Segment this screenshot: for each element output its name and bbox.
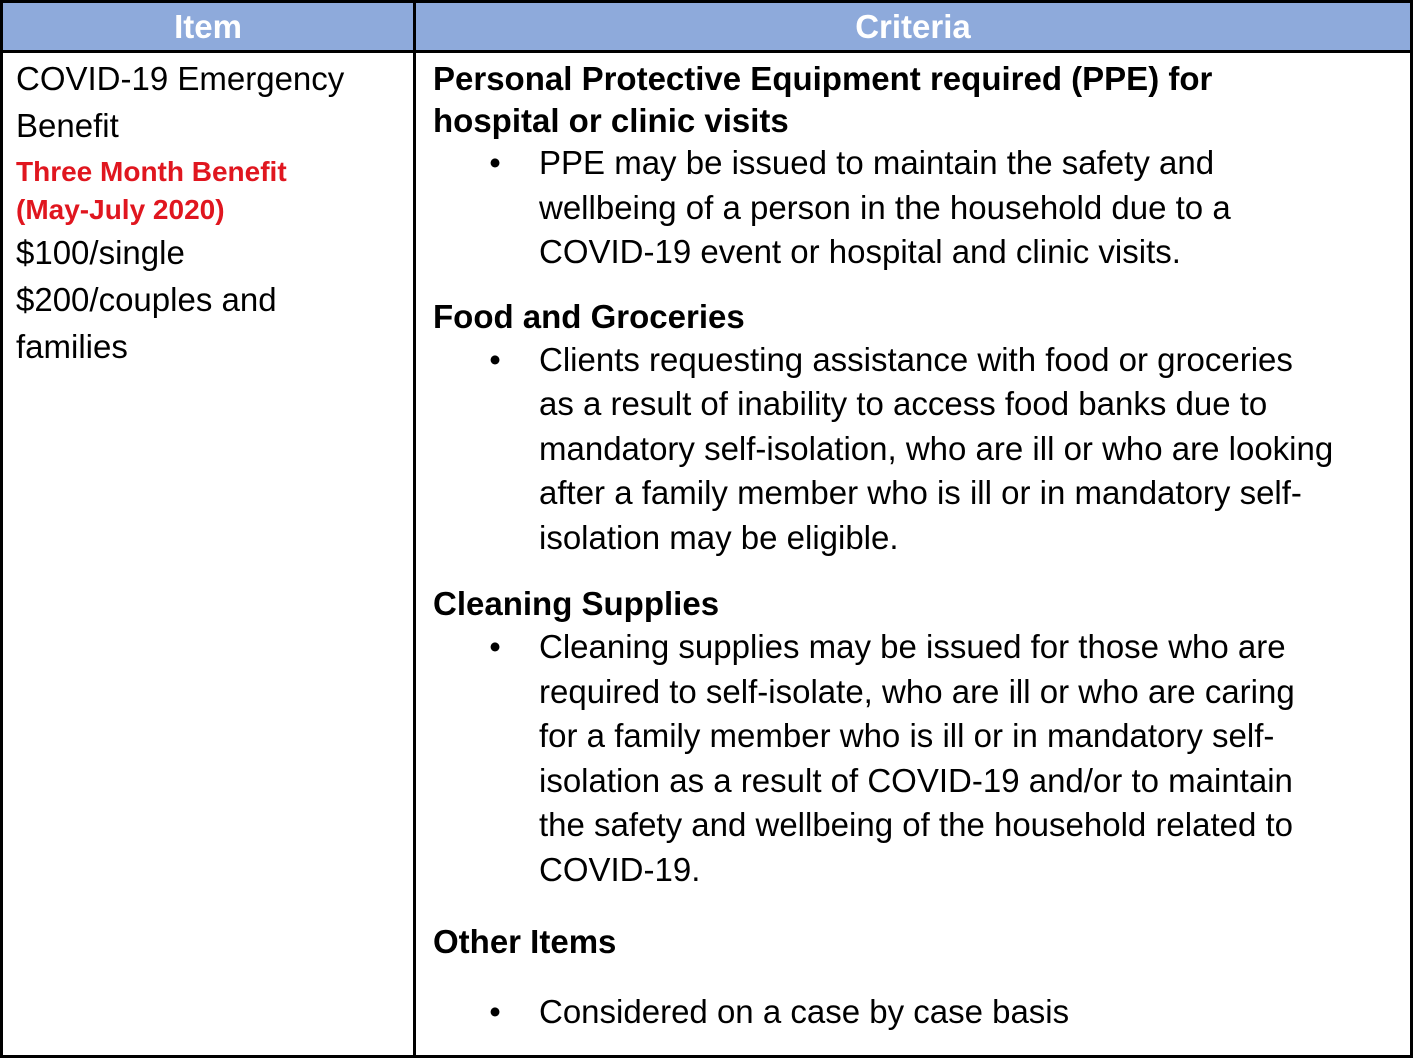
bullet-item: [433, 338, 1408, 561]
section-title: Food and Groceries: [433, 297, 745, 335]
bullet-text: for a family member who is ill or in mandatory self-: [539, 717, 1275, 754]
bullet-icon: •: [489, 340, 501, 378]
bullet-text: COVID-19 event or hospital and clinic visits.: [539, 233, 1181, 270]
section-title: Other Items: [433, 923, 617, 960]
bullet-text: isolation may be eligible.: [539, 518, 899, 556]
bullet-text: required to self-isolate, who are ill or who are caring: [539, 672, 1295, 710]
criteria-section-other: [433, 921, 1408, 1035]
bullet-text: Clients requesting assistance with food or groceries: [539, 340, 1293, 378]
benefit-period-label: Three Month Benefit: [16, 156, 287, 187]
header-item: Item: [174, 8, 242, 45]
item-title-line: COVID-19 Emergency: [16, 60, 345, 97]
bullet-item: [433, 990, 1408, 1035]
item-title-line: Benefit: [16, 107, 119, 144]
bullet-text: PPE may be issued to maintain the safety and: [539, 144, 1215, 181]
benefit-period-dates: (May-July 2020): [16, 194, 225, 225]
section-title: Cleaning Supplies: [433, 585, 720, 622]
bullet-icon: •: [489, 993, 501, 1030]
header-criteria: Criteria: [855, 8, 971, 45]
criteria-section-food: [433, 296, 1408, 561]
bullet-text: COVID-19.: [539, 850, 701, 888]
criteria-section-ppe: [433, 58, 1408, 275]
bullet-text: the safety and wellbeing of the household related to: [539, 806, 1294, 843]
bullet-item: [433, 141, 1408, 275]
single-amount: $100/single: [16, 234, 185, 271]
bullet-item: [433, 625, 1408, 892]
bullet-text: isolation as a result of COVID-19 and/or to maintain: [539, 761, 1293, 799]
bullet-text: Considered on a case by case basis: [539, 993, 1070, 1030]
criteria-cell: [433, 58, 1408, 1035]
section-title: Personal Protective Equipment required (PPE) for: [433, 60, 1213, 97]
bullet-text: Cleaning supplies may be issued for those who are: [539, 628, 1286, 665]
bullet-text: mandatory self-isolation, who are ill or who are looking: [539, 429, 1334, 467]
section-title: hospital or clinic visits: [433, 102, 789, 139]
bullet-text: after a family member who is ill or in mandatory self-: [539, 474, 1302, 511]
table-header-row: [3, 3, 1410, 53]
couples-amount: $200/couples and: [16, 281, 277, 318]
bullet-icon: •: [489, 628, 501, 665]
bullet-text: as a result of inability to access food banks due to: [539, 385, 1268, 422]
bullet-text: wellbeing of a person in the household due to a: [539, 188, 1231, 226]
column-divider: [413, 3, 416, 1055]
couples-amount: families: [16, 328, 128, 365]
item-cell: [16, 55, 406, 370]
bullet-icon: •: [489, 144, 501, 181]
criteria-section-cleaning: [433, 583, 1408, 892]
